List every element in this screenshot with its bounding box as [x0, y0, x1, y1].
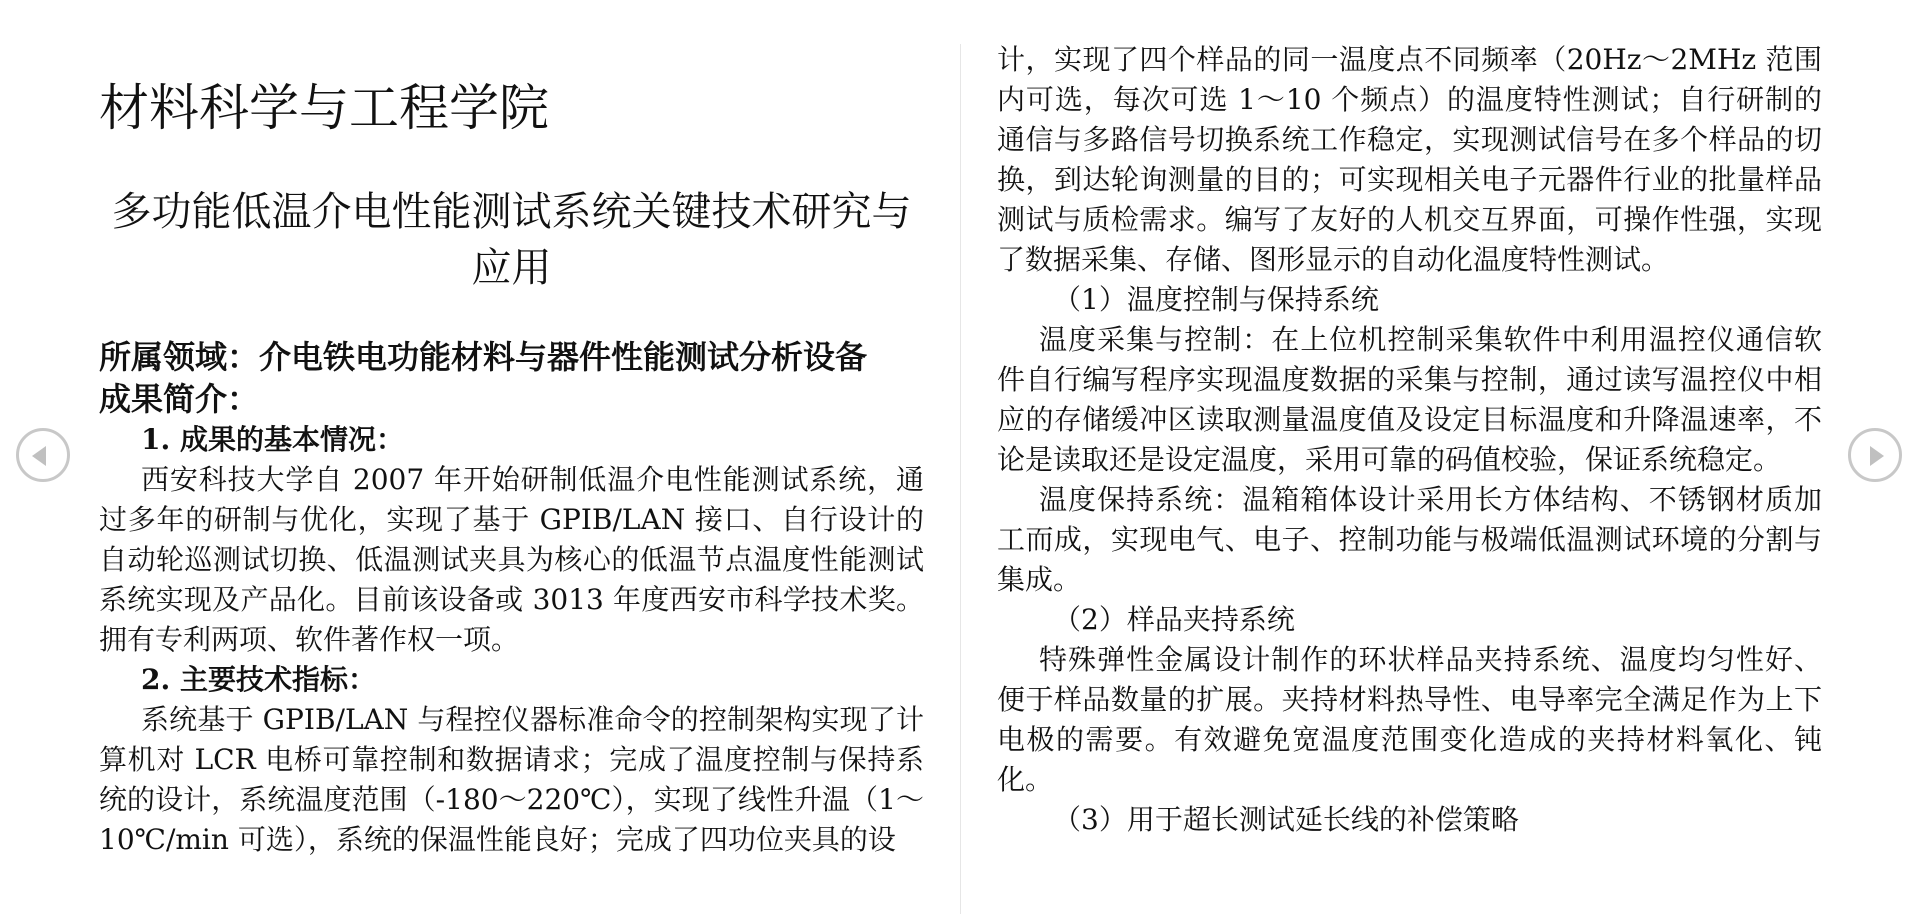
- intro-label: 成果简介：: [99, 380, 260, 418]
- previous-page-button[interactable]: [16, 428, 70, 482]
- next-page-button[interactable]: [1848, 428, 1902, 482]
- temperature-holding-paragraph: 温度保持系统：温箱箱体设计采用长方体结构、不锈钢材质加工而成，实现电气、电子、控制功能与极端低温测试环境的分割与集成。: [997, 483, 1822, 596]
- section-2-text: 系统基于 GPIB/LAN 与程控仪器标准命令的控制架构实现了计算机对 LCR 电桥可靠控制和数据请求；完成了温度控制与保持系统的设计，系统温度范围（-180～220℃），实现了线性升温（1～10℃/min 可选），系统的保温性能良好；完成了四功位夹具的设: [99, 703, 924, 856]
- subsection-3-heading: （3）用于超长测试延长线的补偿策略: [1053, 803, 1519, 836]
- college-name: 材料科学与工程学院: [99, 79, 549, 137]
- page-divider: [960, 44, 961, 914]
- subsection-1-heading: （1）温度控制与保持系统: [1053, 283, 1379, 316]
- left-page: [99, 40, 924, 914]
- continued-paragraph: 计，实现了四个样品的同一温度点不同频率（20Hz～2MHz 范围内可选，每次可选 1～10 个频点）的温度特性测试；自行研制的通信与多路信号切换系统工作稳定，实现测试信号在多个样品的切换，到达轮询测量的目的；可实现相关电子元器件行业的批量样品测试与质检需求。编写了友好的人机交互界面，可操作性强，实现了数据采集、存储、图形显示的自动化温度特性测试。: [997, 43, 1822, 276]
- section-2-heading: 2. 主要技术指标：: [141, 663, 376, 696]
- section-1-text: 西安科技大学自 2007 年开始研制低温介电性能测试系统，通过多年的研制与优化，实现了基于 GPIB/LAN 接口、自行设计的自动轮巡测试切换、低温测试夹具为核心的低温节点温度性能测试系统实现及产品化。目前该设备或 3013 年度西安市科学技术奖。拥有专利两项、软件著作权一项。: [99, 463, 924, 656]
- temperature-acquisition-paragraph: 温度采集与控制：在上位机控制采集软件中利用温控仪通信软件自行编写程序实现温度数据的采集与控制，通过读写温控仪中相应的存储缓冲区读取测量温度值及设定目标温度和升降温速率，不论是读取还是设定温度，采用可靠的码值校验，保证系统稳定。: [997, 323, 1822, 476]
- document-title: 多功能低温介电性能测试系统关键技术研究与应用: [111, 189, 912, 291]
- subsection-2-heading: （2）样品夹持系统: [1053, 603, 1295, 636]
- right-page: [997, 40, 1822, 914]
- chevron-left-icon: [32, 446, 46, 466]
- chevron-right-icon: [1870, 446, 1884, 466]
- sample-holding-paragraph: 特殊弹性金属设计制作的环状样品夹持系统、温度均匀性好、便于样品数量的扩展。夹持材料热导性、电导率完全满足作为上下电极的需要。有效避免宽温度范围变化造成的夹持材料氧化、钝化。: [997, 643, 1822, 796]
- field-line: 所属领域：介电铁电功能材料与器件性能测试分析设备: [99, 338, 868, 376]
- section-1-heading: 1. 成果的基本情况：: [141, 423, 404, 456]
